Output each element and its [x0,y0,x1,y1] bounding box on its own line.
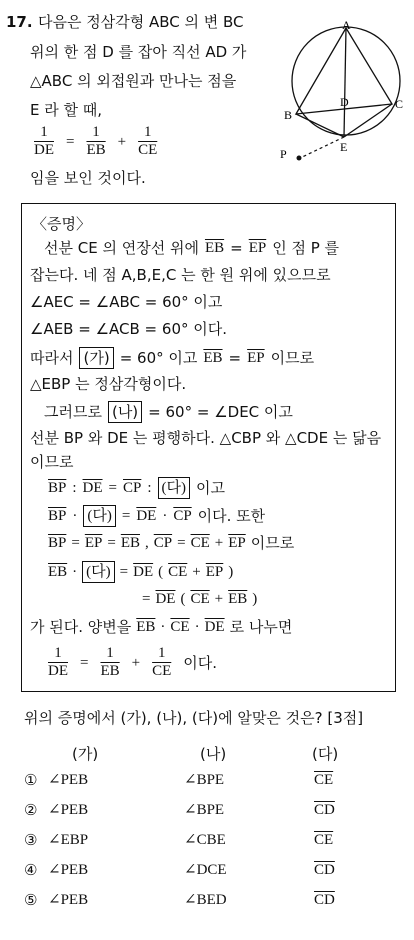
proof-line-9: 이므로 [30,453,74,471]
problem-line-3: △ABC 의 외접원과 만나는 점을 [30,72,237,90]
blank-ga: (가) [79,347,113,369]
choice-2[interactable]: ② ∠PEB ∠BPE $\overline{CD}$ [24,801,335,819]
choice-3[interactable]: ③ ∠EBP ∠CBE $\overline{CE}$ [24,831,334,849]
given-equation: $\frac{1}{DE}$ = $\frac{1}{EB}$ + $\frac{1}{CE}$ [30,124,161,159]
proof-line-5: 따라서 (가) = 60° 이고 $\overline{EB}$ = $\overline{EP}$ 이므로 [30,349,315,367]
fraction-1-over-de: $\frac{1}{DE}$ [34,124,54,158]
label-d: D [340,95,349,109]
choice-4[interactable]: ④ ∠PEB ∠DCE $\overline{CD}$ [24,861,335,879]
proof-line-7: 그러므로 (나) = 60° = ∠DEC 이고 [44,403,293,421]
proof-line-6: △EBP 는 정삼각형이다. [30,375,187,393]
extension-ep [296,137,344,160]
segment-be [296,114,344,137]
proof-line-4: ∠AEB = ∠ACB = 60° 이다. [30,320,227,338]
proof-line-13: $\overline{EB}$ · (다) = $\overline{DE}$ ( $\overline{CE}$ + $\overline{EP}$ ) [48,561,233,583]
proof-line-15: 가 된다. 양변을 $\overline{EB}$ · $\overline{CE}$ · $\overline{DE}$ 로 나누면 [30,618,293,636]
proof-line-1: 선분 CE 의 연장선 위에 $\overline{EB}$ = $\overline{EP}$ 인 점 P 를 [44,239,340,257]
proof-final-equation: $\frac{1}{DE}$ = $\frac{1}{EB}$ + $\frac{1}{CE}$ 이다. [44,645,217,680]
problem-line-2: 위의 한 점 D 를 잡아 직선 AD 가 [30,43,247,61]
segment-ce [344,104,392,137]
question-text: 위의 증명에서 (가), (나), (다)에 알맞은 것은? [3점] [24,709,364,727]
label-c: C [395,97,404,111]
proof-line-11: $\overline{BP}$ · (다) = $\overline{DE}$ · $\overline{CP}$ 이다. 또한 [48,507,266,525]
problem-line-1: 다음은 정삼각형 ABC 의 변 BC [38,13,244,31]
problem-number: 17. [6,13,33,31]
blank-da-3: (다) [82,561,114,583]
problem-line-4: E 라 할 때, [30,101,103,119]
blank-da-1: (다) [158,477,190,499]
label-e: E [340,140,348,154]
point-p [297,156,302,161]
blank-na: (나) [108,401,142,423]
fraction-1-over-ce: $\frac{1}{CE}$ [138,124,158,158]
choice-5[interactable]: ⑤ ∠PEB ∠BED $\overline{CD}$ [24,891,335,909]
blank-da-2: (다) [83,505,115,527]
header-na: (나) [200,745,227,763]
circle-triangle-figure [276,18,406,168]
label-b: B [284,108,293,122]
proof-fraction-1-over-eb: $\frac{1}{EB}$ [100,645,120,679]
choice-1[interactable]: ① ∠PEB ∠BPE $\overline{CE}$ [24,771,334,789]
fraction-1-over-eb: $\frac{1}{EB}$ [86,124,106,158]
proof-fraction-1-over-ce: $\frac{1}{CE}$ [152,645,172,679]
proof-line-10: $\overline{BP}$ : $\overline{DE}$ = $\overline{CP}$ : (다) 이고 [48,479,225,497]
label-a: A [342,18,351,32]
proof-line-2: 잡는다. 네 점 A,B,E,C 는 한 원 위에 있으므로 [30,266,331,284]
proof-fraction-1-over-de: $\frac{1}{DE}$ [48,645,68,679]
header-ga: (가) [72,745,99,763]
problem-line-5: 임을 보인 것이다. [30,169,146,187]
proof-line-12: $\overline{BP}$ = $\overline{EP}$ = $\overline{EB}$ , $\overline{CP}$ = $\overline{CE}$ + $\overline{EP}$ 이므로 [48,534,295,552]
proof-title: 〈증명〉 [32,215,91,233]
proof-line-3: ∠AEC = ∠ABC = 60° 이고 [30,293,223,311]
proof-line-8: 선분 BP 와 DE 는 평행하다. △CBP 와 △CDE 는 닮음 [30,429,382,447]
header-da: (다) [312,745,339,763]
label-p: P [280,147,287,161]
proof-line-14: = $\overline{DE}$ ( $\overline{CE}$ + $\overline{EB}$ ) [142,591,258,607]
line-ae [344,28,346,137]
